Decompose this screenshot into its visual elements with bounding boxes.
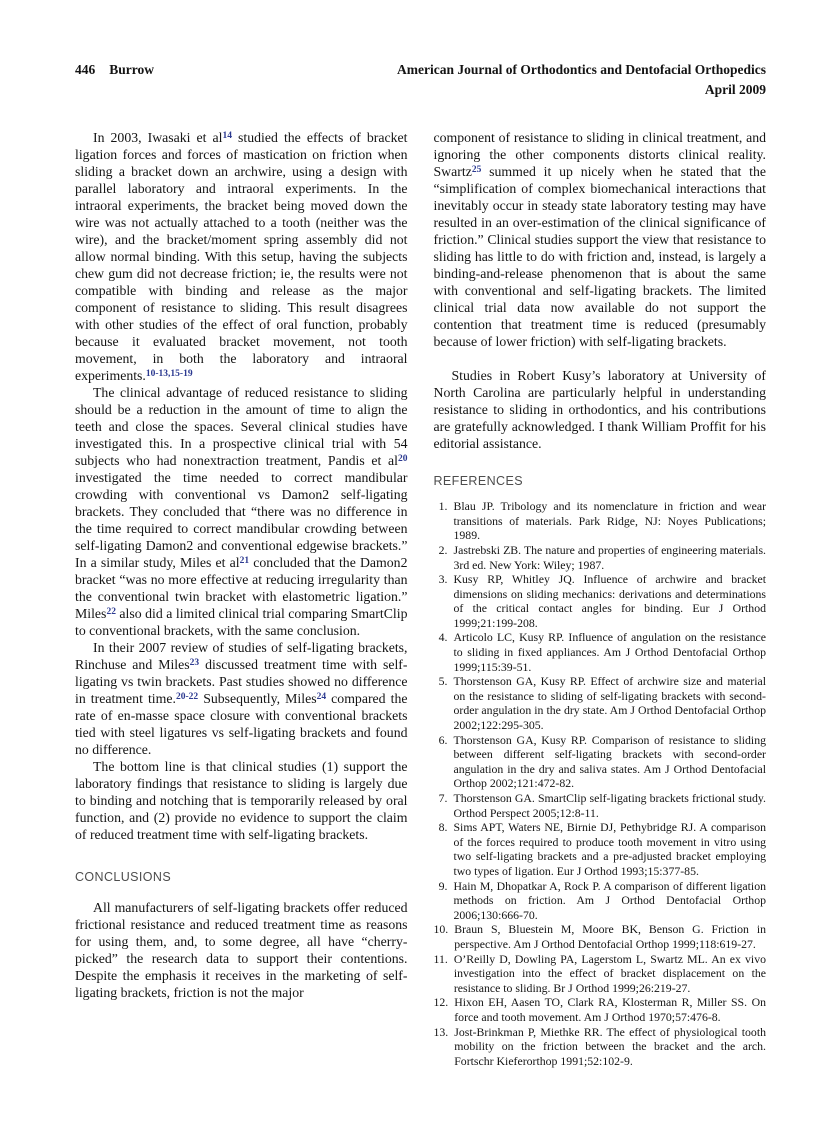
reference-item — [434, 879, 767, 923]
reference-text: Thorstenson GA, Kusy RP. Effect of archwire size and material on the resistance to sliding of self-ligating brackets with second-order angulation in the dry state. Am J Orthod Dentofacial Orthop 2002;122:295-305. — [453, 674, 766, 733]
conclusions-heading: CONCLUSIONS — [75, 870, 172, 885]
reference-number: 13. — [433, 1024, 449, 1039]
reference-number: 4. — [438, 630, 448, 645]
reference-item — [434, 499, 767, 543]
citation-superscript: 22 — [106, 607, 116, 618]
paragraph: In their 2007 review of studies of self-ligating brackets, Rinchuse and Miles$^{23}$ discussed treatment time with self-ligating vs twin brackets. Past studies showed no difference in treatment time.$^{20-22}$ Subsequently, Miles$^{24}$ compared the rate of en-masse space closure with conventional brackets tied with steel ligatures vs self-ligating brackets and found no difference. — [75, 640, 408, 758]
reference-number: 7. — [438, 791, 448, 805]
citation-superscript: 23 — [189, 658, 200, 669]
reference-number: 3. — [438, 572, 448, 587]
reference-number: 2. — [438, 542, 448, 557]
reference-number: 6. — [438, 732, 448, 747]
reference-text: Hixon EH, Aasen TO, Clark RA, Klosterman R, Miller SS. On force and tooth movement. Am J Orthod 1970;57:476-8. — [454, 995, 766, 1024]
paragraph: In 2003, Iwasaki et al$^{14}$ studied the effects of bracket ligation forces and forces of mastication on friction when sliding a bracket down an archwire, using a design with parallel laboratory and intraoral experiments. In the intraoral experiments, the bracket being moved down the wire was not actually attached to a tooth (neither was the wire), and the bracket/moment spring assembly did not allow normal binding. With this setup, having the subjects chew gum did not decrease friction; ie, the results were not compatible with binding and release as the major component of resistance to sliding. This result disagrees with other studies of the effect of oral function, probably because it evaluated bracket movement, not tooth movement, in both the laboratory and intraoral experiments.$^{10-13,15-19}$ — [75, 130, 408, 384]
reference-item — [434, 952, 767, 996]
page-number: 446 — [75, 62, 96, 77]
reference-number: 1. — [438, 499, 448, 514]
left-column — [75, 129, 408, 1068]
reference-item — [434, 995, 767, 1024]
paragraph: Studies in Robert Kusy’s laboratory at University of North Carolina are particularly helpful in understanding resistance to sliding in orthodontics, and his contributions are gratefully acknowledged. I thank William Proffit for his editorial assistance. — [433, 368, 766, 452]
citation-superscript: 25 — [471, 165, 482, 176]
references-list — [434, 499, 767, 1068]
reference-item — [434, 674, 767, 732]
reference-item — [434, 1025, 767, 1069]
citation-superscript: 20-22 — [175, 692, 199, 703]
references-heading: REFERENCES — [433, 474, 523, 489]
citation-superscript: 10-13,15-19 — [145, 369, 193, 380]
right-column — [434, 129, 767, 1068]
body-text-left — [75, 129, 408, 843]
reference-item — [434, 543, 767, 572]
reference-text: Sims APT, Waters NE, Birnie DJ, Pethybridge RJ. A comparison of the forces required to produce tooth movement in vitro using two self-ligating brackets and a pre-adjusted bracket employing two types of ligation. Eur J Orthod 1993;15:377-85. — [453, 820, 766, 878]
reference-item — [434, 630, 767, 674]
journal-title: American Journal of Orthodontics and Dentofacial Orthopedics — [397, 62, 766, 77]
reference-item — [434, 572, 767, 630]
running-head-left — [75, 60, 154, 80]
reference-number: 5. — [438, 674, 448, 689]
reference-text: Thorstenson GA, Kusy RP. Comparison of resistance to sliding between different self-ligating brackets with second-order angulation in the dry and saliva states. Am J Orthod Dentofacial Orthop 2002;121:472-82. — [453, 732, 766, 791]
paragraph: The clinical advantage of reduced resistance to sliding should be a reduction in the amount of time to align the teeth and close the spaces. Several clinical studies have investigated this. In a prospective clinical trial with 54 subjects who had nonextraction treatment, Pandis et al$^{20}$ investigated the time needed to correct mandibular crowding with conventional vs Damon2 self-ligating brackets. They concluded that “there was no difference in the time required to correct mandibular crowding between self-ligating Damon2 and conventional edgewise brackets.” In a similar study, Miles et al$^{21}$ concluded that the Damon2 bracket “was no more effective at reducing irregularity than the conventional twin bracket with elastometric ligation.” Miles$^{22}$ also did a limited clinical trial comparing SmartClip to conventional brackets, with the same conclusion. — [75, 385, 408, 639]
reference-text: Articolo LC, Kusy RP. Influence of angulation on the resistance to sliding in fixed appliances. Am J Orthod Dentofacial Orthop 1999;115:39-51. — [453, 630, 766, 674]
reference-item — [434, 791, 767, 820]
paragraph: component of resistance to sliding in clinical treatment, and ignoring the other components distorts clinical reality. Swartz$^{25}$ summed it up nicely when he stated that the “simplification of complex biomechanical interactions that inevitably occur in steady state laboratory testing may have resulted in an over-estimation of the clinical significance of friction.” Clinical studies support the view that resistance to sliding has little to do with friction and, instead, is largely a binding-and-release phenomenon that is about the same with conventional and self-ligating brackets. The limited clinical trial data now available do not support the contention that treatment time is reduced (presumably because of lower friction) with self-ligating brackets. — [433, 130, 766, 350]
reference-number: 12. — [433, 995, 449, 1010]
paragraph: The bottom line is that clinical studies (1) support the laboratory findings that resistance to sliding is largely due to binding and notching that is temporarily released by oral function, and (2) provide no evidence to support the claim of reduced treatment time with self-ligating brackets. — [75, 759, 408, 843]
running-author: Burrow — [109, 62, 155, 77]
reference-number: 9. — [438, 878, 448, 893]
reference-text: Hain M, Dhopatkar A, Rock P. A comparison of different ligation methods on friction. Am J Orthod Dentofacial Orthop 2006;130:666-70. — [453, 878, 766, 922]
citation-superscript: 21 — [239, 556, 250, 567]
body-text-right — [434, 129, 767, 452]
reference-text: Jastrebski ZB. The nature and properties of engineering materials. 3rd ed. New York: Wiley; 1987. — [453, 542, 766, 572]
paragraph: All manufacturers of self-ligating brackets offer reduced frictional resistance and reduced treatment time as reasons for using them, and, to some degree, all have “cherry-picked” the research data to support their contentions. Despite the emphasis it receives in the marketing of self-ligating brackets, friction is not the major — [75, 900, 408, 1001]
two-column-body — [75, 129, 766, 1068]
reference-text: O’Reilly D, Dowling PA, Lagerstom L, Swartz ML. An ex vivo investigation into the effect of bracket displacement on the resistance to sliding. Br J Orthod 1999;26:219-27. — [453, 951, 766, 995]
reference-item — [434, 820, 767, 878]
reference-text: Jost-Brinkman P, Miethke RR. The effect of physiological tooth mobility on the friction between the bracket and the arch. Fortschr Kieferorthop 1991;52:102-9. — [454, 1024, 766, 1068]
issue-date: April 2009 — [704, 81, 766, 97]
reference-number: 10. — [433, 922, 449, 937]
running-head — [75, 60, 766, 99]
reference-item — [434, 733, 767, 791]
citation-superscript: 14 — [222, 131, 233, 142]
conclusions-text — [75, 899, 408, 1001]
citation-superscript: 24 — [316, 692, 327, 703]
reference-number: 8. — [438, 820, 448, 835]
running-head-right — [397, 60, 766, 99]
reference-text: Braun S, Bluestein M, Moore BK, Benson G. Friction in perspective. Am J Orthod Dentofacial Orthop 1999;118:619-27. — [454, 922, 766, 951]
citation-superscript: 20 — [398, 454, 408, 465]
reference-text: Thorstenson GA. SmartClip self-ligating brackets frictional study. Orthod Perspect 2005;12:8-11. — [453, 791, 766, 820]
reference-text: Blau JP. Tribology and its nomenclature in friction and wear transitions of materials. Park Ridge, NJ: Noyes Publications; 1989. — [453, 499, 766, 543]
reference-item — [434, 922, 767, 951]
reference-number: 11. — [433, 951, 448, 966]
reference-text: Kusy RP, Whitley JQ. Influence of archwire and bracket dimensions on sliding mechanics: derivations and determinations of the critical contact angles for binding. Eur J Orthod 1999;21:199-208. — [453, 572, 766, 630]
